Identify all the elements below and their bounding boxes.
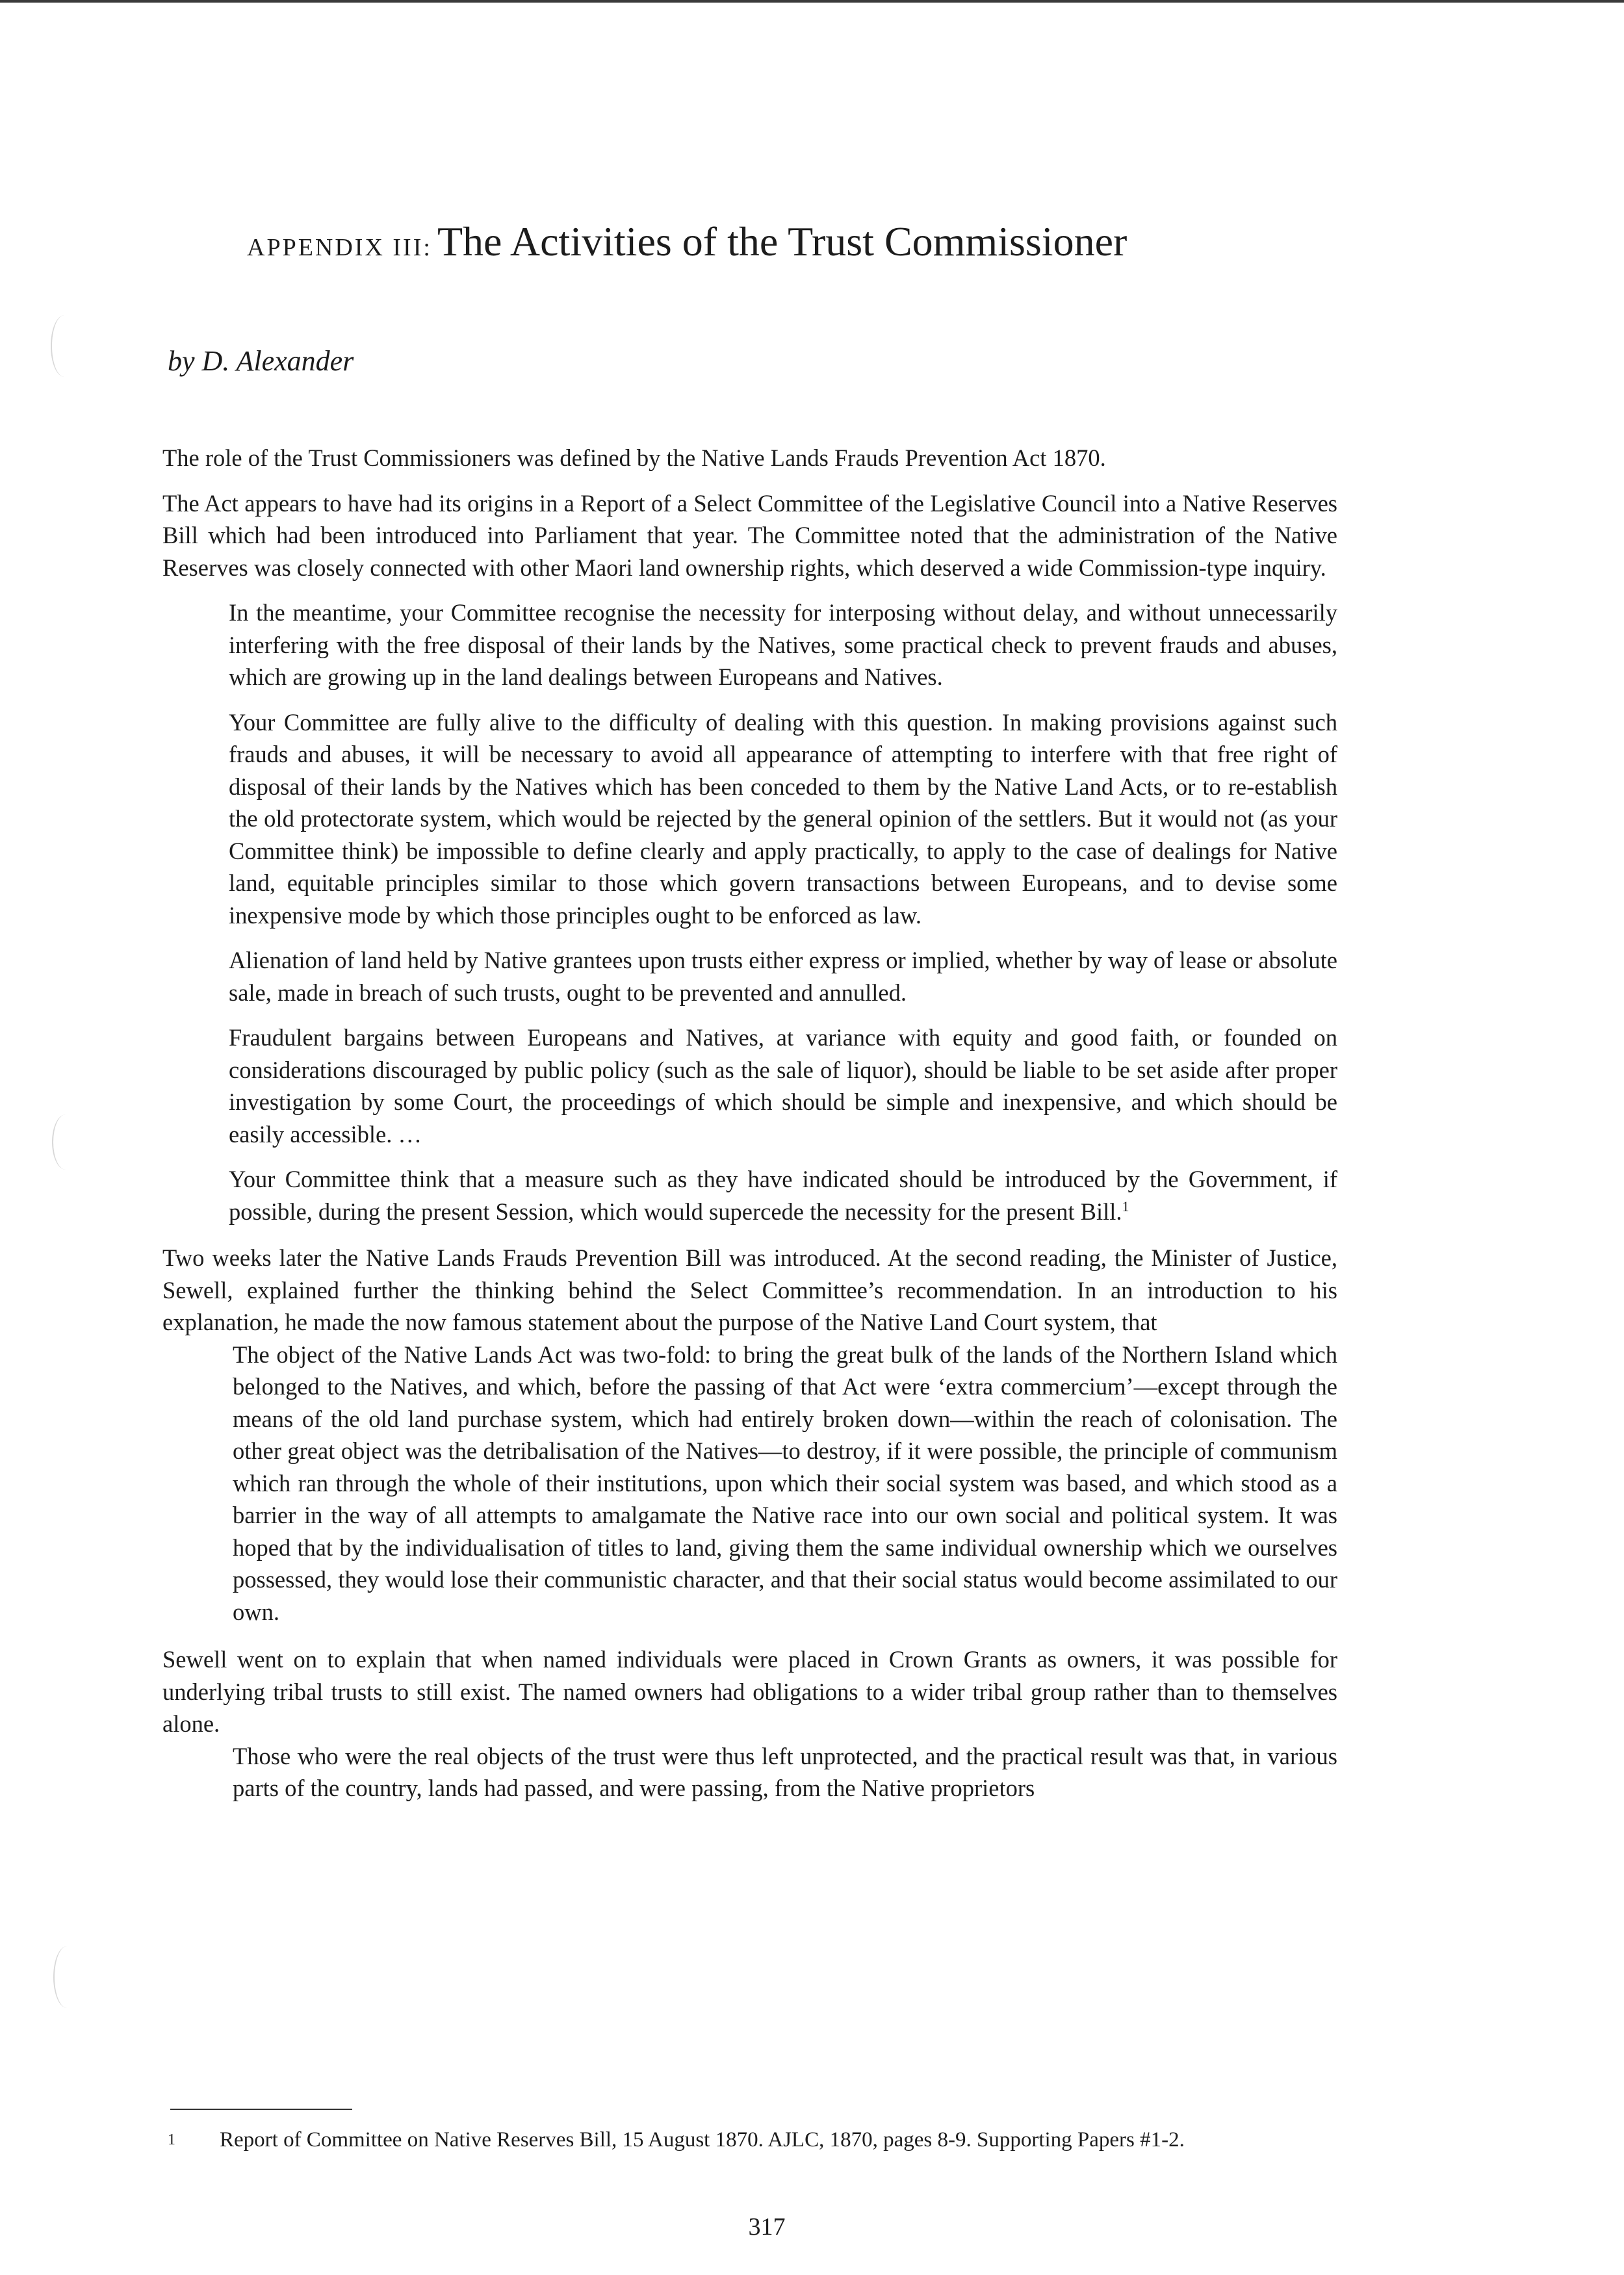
paragraph: The Act appears to have had its origins in a Report of a Select Committee of the Legislative Council into a Native Reserves Bill which had been introduced into Parliament that year. The Committee noted that the administration of the Native Reserves was closely connected with other Maori land ownership rights, which deserved a wide Commission-type inquiry. [162, 489, 1337, 581]
block-quote: Your Committee are fully alive to the difficulty of dealing with this question. In making provisions against such frauds and abuses, it will be necessary to avoid all appearance of attempting to interfere with that free right of disposal of their lands by the Natives which has been conceded to them by the Native Land Acts, or to re-establish the old protectorate system, which would be rejected by the general opinion of the settlers. But it would not (as your Committee think) be impossible to define clearly and apply practically, to apply to the case of dealings for Native land, equitable principles similar to those which govern transactions between Europeans, and to devise some inexpensive mode by which those principles ought to be enforced as law. [229, 708, 1337, 929]
scan-margin-mark [52, 1114, 79, 1170]
paragraph: Two weeks later the Native Lands Frauds Prevention Bill was introduced. At the second reading, the Minister of Justice, Sewell, explained further the thinking behind the Select Committee’s recommendation. In an introduction to his explanation, he made the now famous statement about the purpose of the Native Land Court system, that [162, 1244, 1337, 1335]
footnote-marker: 1 [168, 2131, 175, 2148]
appendix-label: APPENDIX III: [247, 234, 432, 261]
paragraph: Sewell went on to explain that when named individuals were placed in Crown Grants as owners, it was possible for underlying tribal trusts to still exist. The named owners had obligations to a wider tribal group rather than to themselves alone. [162, 1646, 1337, 1737]
title-text: The Activities of the Trust Commissioner [437, 218, 1128, 264]
block-quote: The object of the Native Lands Act was two-fold: to bring the great bulk of the lands of the Northern Island which belonged to the Natives, and which, before the passing of that Act were ‘extra commercium’—except through the means of the old land purchase system, which had entirely broken down—within the reach of colonisation. The other great object was the detribalisation of the Natives—to destroy, if it were possible, the principle of communism which ran through the whole of their institutions, upon which their social system was based, and which stood as a barrier in the way of all attempts to amalgamate the Native race into our own social and political system. It was hoped that by the individualisation of titles to land, giving them the same individual ownership which we ourselves possessed, they would lose their communistic character, and that their social status would become assimilated to our own. [233, 1341, 1337, 1625]
paragraph: The role of the Trust Commissioners was defined by the Native Lands Frauds Prevention Act 1870. [162, 444, 1106, 471]
body-text [162, 442, 1337, 1805]
byline: by D. Alexander [168, 345, 354, 377]
block-quote: Those who were the real objects of the trust were thus left unprotected, and the practical result was that, in various parts of the country, lands had passed, and were passing, from the Native proprietors [233, 1742, 1337, 1801]
top-edge-rule [0, 0, 1624, 3]
quote-text: Your Committee think that a measure such as they have indicated should be introduced by the Government, if possible, during the present Session, which would supercede the necessity for the present Bill. [229, 1166, 1337, 1225]
page-number: 317 [748, 2213, 786, 2241]
block-quote: In the meantime, your Committee recognise the necessity for interposing without delay, and without unnecessarily interfering with the free disposal of their lands by the Natives, some practical check to prevent frauds and abuses, which are growing up in the land dealings between Europeans and Natives. [229, 599, 1337, 690]
page-title [247, 218, 1417, 264]
footnote [168, 2126, 1337, 2153]
block-quote: Alienation of land held by Native grantees upon trusts either express or implied, whether by way of lease or absolute sale, made in breach of such trusts, ought to be prevented and annulled. [229, 947, 1337, 1006]
footnote-divider [170, 2109, 352, 2110]
footnote-text: Report of Committee on Native Reserves Bill, 15 August 1870. AJLC, 1870, pages 8-9. Supporting Papers #1-2. [220, 2128, 1185, 2152]
footnote-reference: 1 [1122, 1198, 1129, 1215]
scan-margin-mark [53, 1946, 81, 2008]
scan-margin-mark [51, 315, 78, 377]
block-quote: Fraudulent bargains between Europeans and Natives, at variance with equity and good faith, or founded on considerations discouraged by public policy (such as the sale of liquor), should be liable to be set aside after proper investigation by some Court, the proceedings of which should be simple and inexpensive, and which should be easily accessible. … [229, 1024, 1337, 1148]
block-quote [229, 1163, 1337, 1227]
